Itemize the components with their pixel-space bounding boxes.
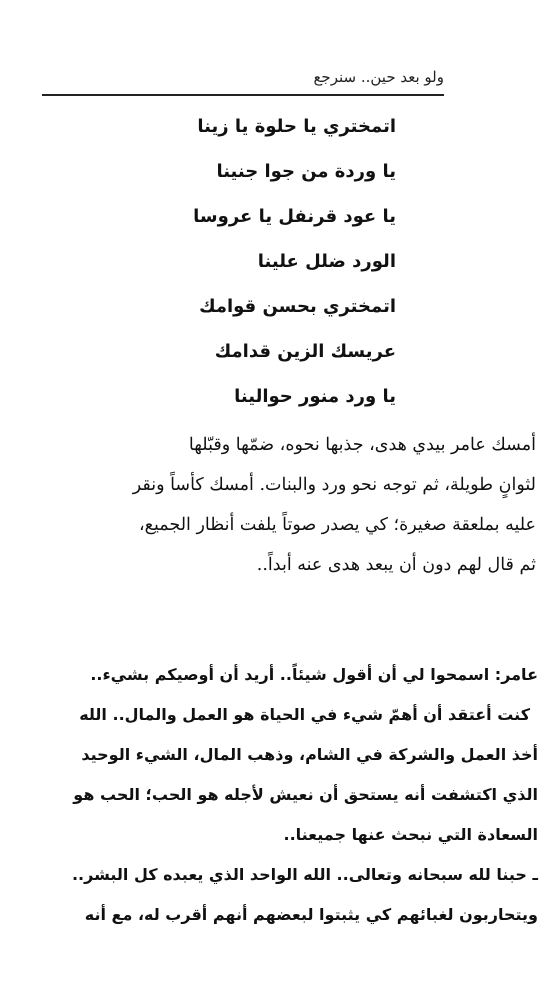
dialogue-paragraph — [18, 655, 538, 935]
poem-verse: يا ورد منور حوالينا — [234, 386, 396, 407]
poem-verse: عريسك الزين قدامك — [214, 341, 396, 362]
poem-verse: اتمختري يا حلوة يا زينا — [197, 116, 396, 137]
running-header — [42, 60, 444, 96]
dialogue-line: السعادة التي نبحث عنها جميعنا.. — [283, 825, 538, 844]
poem-block — [60, 104, 396, 419]
narration-line: عليه بملعقة صغيرة؛ كي يصدر صوتاً يلفت أنظار الجميع، — [139, 515, 536, 535]
narration-line: ثم قال لهم دون أن يبعد هدى عنه أبداً.. — [256, 555, 536, 575]
dialogue-line: كنت أعتقد أن أهمّ شيء في الحياة هو العمل والمال.. الله — [79, 705, 530, 724]
dialogue-line: ويتحاربون لغبائهم كي يثبتوا لبعضهم أنهم أقرب له، مع أنه — [84, 905, 538, 924]
poem-verse: يا وردة من جوا جنينا — [216, 161, 396, 182]
dialogue-line: عامر: اسمحوا لي أن أقول شيئاً.. أريد أن أوصيكم بشيء.. — [90, 665, 538, 684]
dialogue-line: ـ حبنا لله سبحانه وتعالى.. الله الواحد الذي يعبده كل البشر.. — [71, 865, 538, 884]
poem-verse: اتمختري بحسن قوامك — [199, 296, 396, 317]
narration-line: لثوانٍ طويلة، ثم توجه نحو ورد والبنات. أمسك كأساً ونقر — [132, 475, 536, 495]
poem-verse: يا عود قرنفل يا عروسا — [193, 206, 396, 227]
narration-line: أمسك عامر بيدي هدى، جذبها نحوه، ضمّها وقبّلها — [188, 435, 536, 455]
dialogue-line: أخذ العمل والشركة في الشام، وذهب المال، الشيء الوحيد — [81, 745, 538, 764]
dialogue-line: الذي اكتشفت أنه يستحق أن نعيش لأجله هو الحب؛ الحب هو — [73, 785, 538, 804]
running-title: ولو بعد حين.. سنرجع — [313, 68, 444, 86]
narration-paragraph — [22, 425, 536, 585]
poem-verse: الورد ضلل علينا — [257, 251, 396, 272]
